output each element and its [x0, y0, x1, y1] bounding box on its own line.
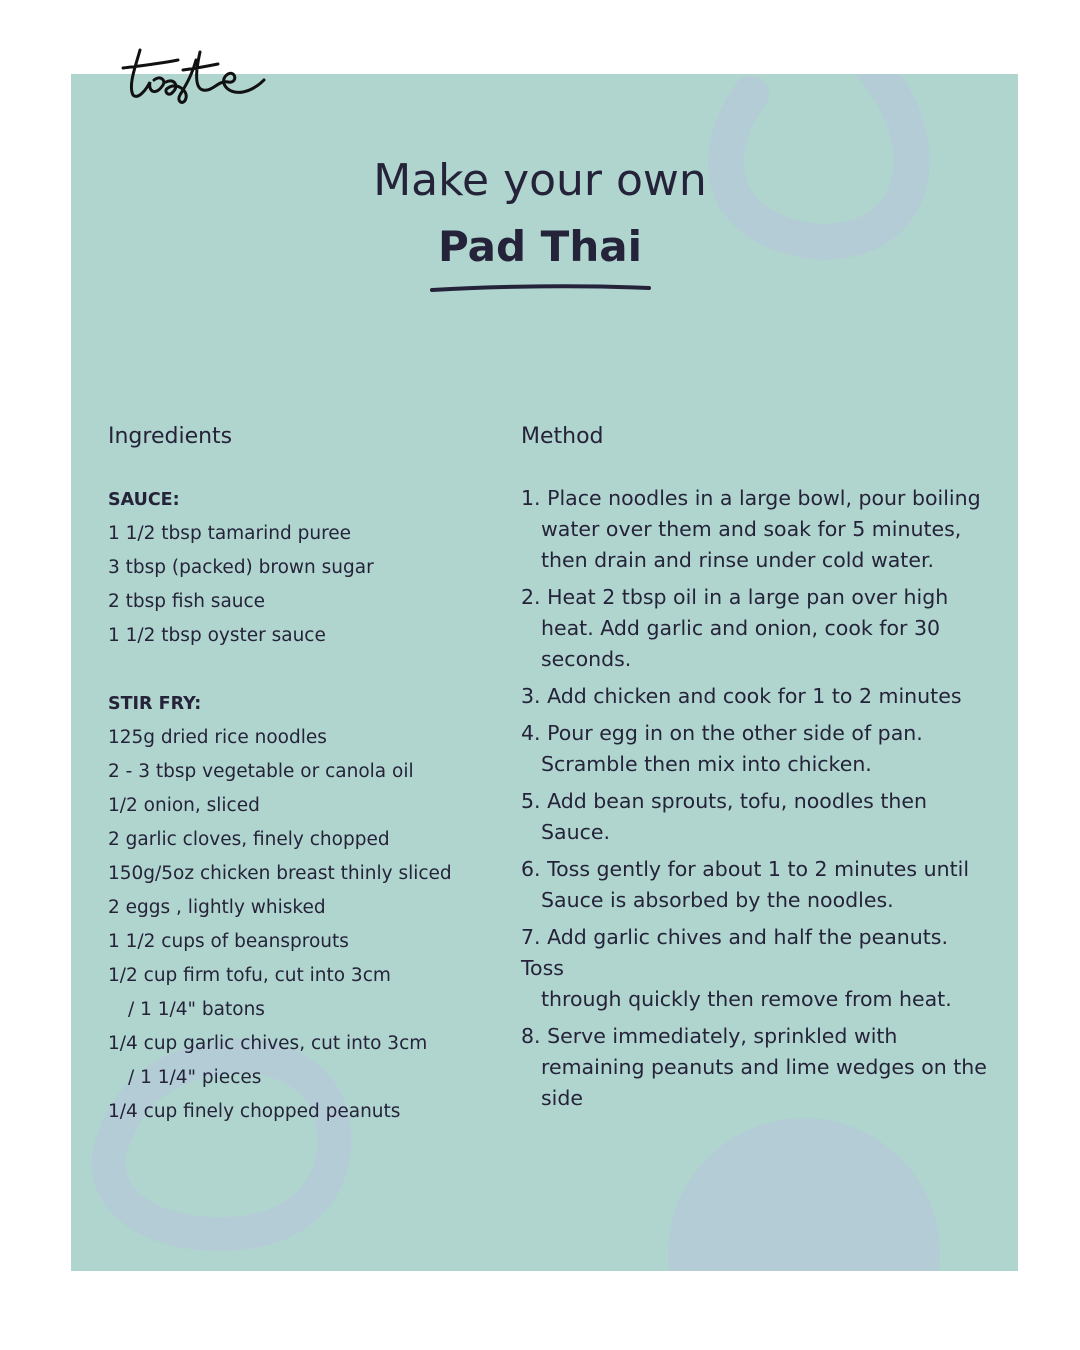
step-text-continued: Sauce is absorbed by the noodles. — [541, 888, 894, 912]
title-line-1: Make your own — [373, 155, 707, 206]
method-steps — [521, 483, 991, 1120]
step-text: Add bean sprouts, tofu, noodles then — [547, 789, 927, 813]
bottom-right-semicircle-shape — [668, 1118, 940, 1271]
taste-logo — [118, 40, 268, 110]
method-step — [521, 582, 991, 675]
ingredients-list — [108, 483, 498, 1129]
method-step — [521, 681, 991, 712]
step-text-continued: Sauce. — [541, 820, 610, 844]
stir-fry-heading: STIR FRY: — [108, 694, 202, 714]
method-step — [521, 483, 991, 576]
step-number: 2. — [521, 585, 548, 609]
step-number: 7. — [521, 925, 548, 949]
step-text: Add chicken and cook for 1 to 2 minutes — [547, 684, 962, 708]
step-number: 6. — [521, 857, 548, 881]
step-text: Serve immediately, sprinkled with — [547, 1024, 898, 1048]
ingredient-item: 2 tbsp fish sauce — [108, 591, 266, 612]
step-number: 8. — [521, 1024, 548, 1048]
step-number: 3. — [521, 684, 548, 708]
ingredient-item: 1/4 cup finely chopped peanuts — [108, 1101, 401, 1122]
ingredient-item: 1/2 cup firm tofu, cut into 3cm — [108, 965, 391, 986]
title-underline — [430, 282, 652, 294]
step-text: Add garlic chives and half the peanuts. Toss — [521, 925, 948, 980]
ingredient-item: 1 1/2 tbsp oyster sauce — [108, 625, 326, 646]
step-number: 1. — [521, 486, 548, 510]
ingredient-item: 2 - 3 tbsp vegetable or canola oil — [108, 761, 414, 782]
ingredient-item: 1/2 onion, sliced — [108, 795, 260, 816]
method-step — [521, 786, 991, 848]
step-text-continued: Scramble then mix into chicken. — [541, 752, 872, 776]
step-number: 5. — [521, 789, 548, 813]
ingredient-item: 3 tbsp (packed) brown sugar — [108, 557, 374, 578]
sauce-heading: SAUCE: — [108, 490, 180, 510]
ingredient-item: 2 garlic cloves, finely chopped — [108, 829, 390, 850]
step-text-continued: remaining peanuts and lime wedges on the side — [541, 1055, 987, 1110]
step-text: Heat 2 tbsp oil in a large pan over high — [547, 585, 949, 609]
method-heading: Method — [521, 424, 604, 449]
step-number: 4. — [521, 721, 548, 745]
step-text: Place noodles in a large bowl, pour boiling — [547, 486, 981, 510]
method-step — [521, 1021, 991, 1114]
step-text: Toss gently for about 1 to 2 minutes until — [547, 857, 970, 881]
method-step — [521, 854, 991, 916]
ingredient-item: 2 eggs , lightly whisked — [108, 897, 326, 918]
ingredient-item-continued: / 1 1/4" pieces — [128, 1067, 262, 1088]
recipe-title: Pad Thai — [438, 222, 642, 271]
ingredient-item: 125g dried rice noodles — [108, 727, 327, 748]
step-text-continued: through quickly then remove from heat. — [541, 987, 952, 1011]
method-step — [521, 718, 991, 780]
ingredient-item-continued: / 1 1/4" batons — [128, 999, 265, 1020]
ingredient-item: 1 1/2 tbsp tamarind puree — [108, 523, 352, 544]
ingredients-heading: Ingredients — [108, 424, 233, 449]
step-text-continued: heat. Add garlic and onion, cook for 30 seconds. — [541, 616, 941, 671]
step-text: Pour egg in on the other side of pan. — [547, 721, 923, 745]
ingredient-item: 1 1/2 cups of beansprouts — [108, 931, 349, 952]
step-text-continued: water over them and soak for 5 minutes, then drain and rinse under cold water. — [541, 517, 962, 572]
method-step — [521, 922, 991, 1015]
ingredient-item: 1/4 cup garlic chives, cut into 3cm — [108, 1033, 428, 1054]
ingredient-item: 150g/5oz chicken breast thinly sliced — [108, 863, 452, 884]
